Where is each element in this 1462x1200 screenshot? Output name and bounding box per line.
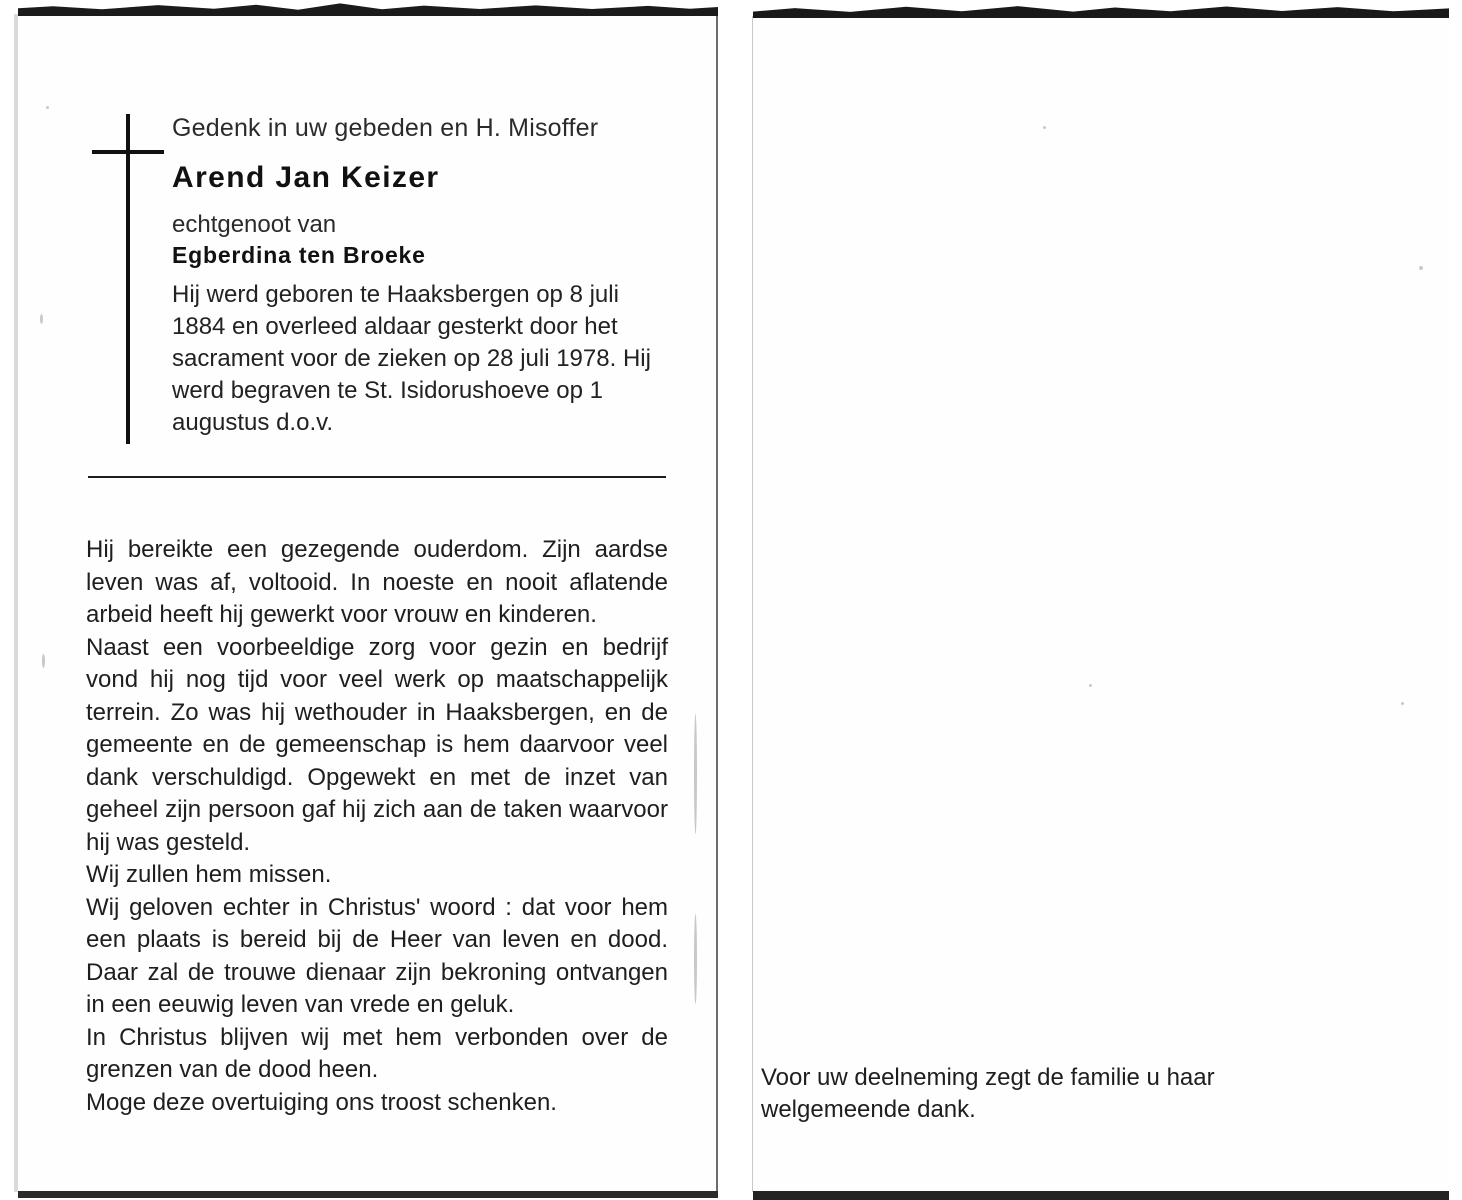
deceased-name: Arend Jan Keizer xyxy=(172,161,440,194)
scan-speck xyxy=(1401,702,1404,705)
eulogy-text xyxy=(86,534,668,1119)
biography-text: Hij werd geboren te Haaksbergen op 8 juli 1884 en overleed aldaar gesterkt door het sacrament voor de zieken op 28 juli 1978. Hij werd begraven te St. Isidorushoeve op 1 augustus d.o.v. xyxy=(172,281,651,436)
horizontal-divider xyxy=(88,476,666,478)
scan-speck xyxy=(42,654,45,668)
spouse-label: echtgenoot van xyxy=(172,211,337,238)
memorial-header xyxy=(172,114,667,439)
scan-speck xyxy=(40,314,43,324)
scan-bottom-edge xyxy=(753,1191,1449,1200)
memorial-heading: Gedenk in uw gebeden en H. Misoffer xyxy=(172,114,599,142)
scan-speck xyxy=(1043,126,1046,129)
eulogy-paragraph: Moge deze overtuiging ons troost schenken. xyxy=(86,1088,557,1116)
scan-top-torn-edge xyxy=(18,2,718,16)
scan-bottom-edge xyxy=(18,1191,718,1198)
scan-speck xyxy=(1419,266,1423,270)
thanks-text: Voor uw deelneming zegt de familie u haar welgemeende dank. xyxy=(761,1064,1215,1124)
eulogy-paragraph: In Christus blijven wij met hem verbonden over de grenzen van de dood heen. xyxy=(86,1023,668,1084)
scan-speck xyxy=(694,914,697,1004)
eulogy-paragraph: Hij bereikte een gezegende ouderdom. Zijn aardse leven was af, voltooid. In noeste en nooit aflatende arbeid heeft hij gewerkt voor vrouw en kinderen. xyxy=(86,536,668,629)
left-scanned-page xyxy=(18,14,718,1192)
scan-left-edge xyxy=(14,14,18,1192)
scan-speck xyxy=(694,714,697,834)
cross-vertical-bar xyxy=(126,114,130,444)
cross-horizontal-bar xyxy=(92,150,164,154)
scan-speck xyxy=(1089,684,1092,687)
latin-cross-icon xyxy=(92,114,164,444)
eulogy-paragraph: Wij zullen hem missen. xyxy=(86,861,332,889)
spouse-name: Egberdina ten Broeke xyxy=(172,242,426,268)
eulogy-paragraph: Naast een voorbeeldige zorg voor gezin en bedrijf vond hij nog tijd voor veel werk op maatschappelijk terrein. Zo was hij wethouder in Haaksbergen, en de gemeente en de gemeenschap is hem daarvoor veel dank verschuldigd. Opgewekt en met de inzet van geheel zijn persoon gaf hij zich aan de taken waarvoor hij was gesteld. xyxy=(86,633,668,856)
scan-speck xyxy=(46,106,49,109)
scan-top-torn-edge xyxy=(753,2,1449,18)
right-scanned-page xyxy=(752,16,1448,1192)
eulogy-paragraph: Wij geloven echter in Christus' woord : dat voor hem een plaats is bereid bij de Heer van leven en dood. Daar zal de trouwe dienaar zijn bekroning ontvangen in een eeuwig leven van vrede en geluk. xyxy=(86,893,668,1019)
